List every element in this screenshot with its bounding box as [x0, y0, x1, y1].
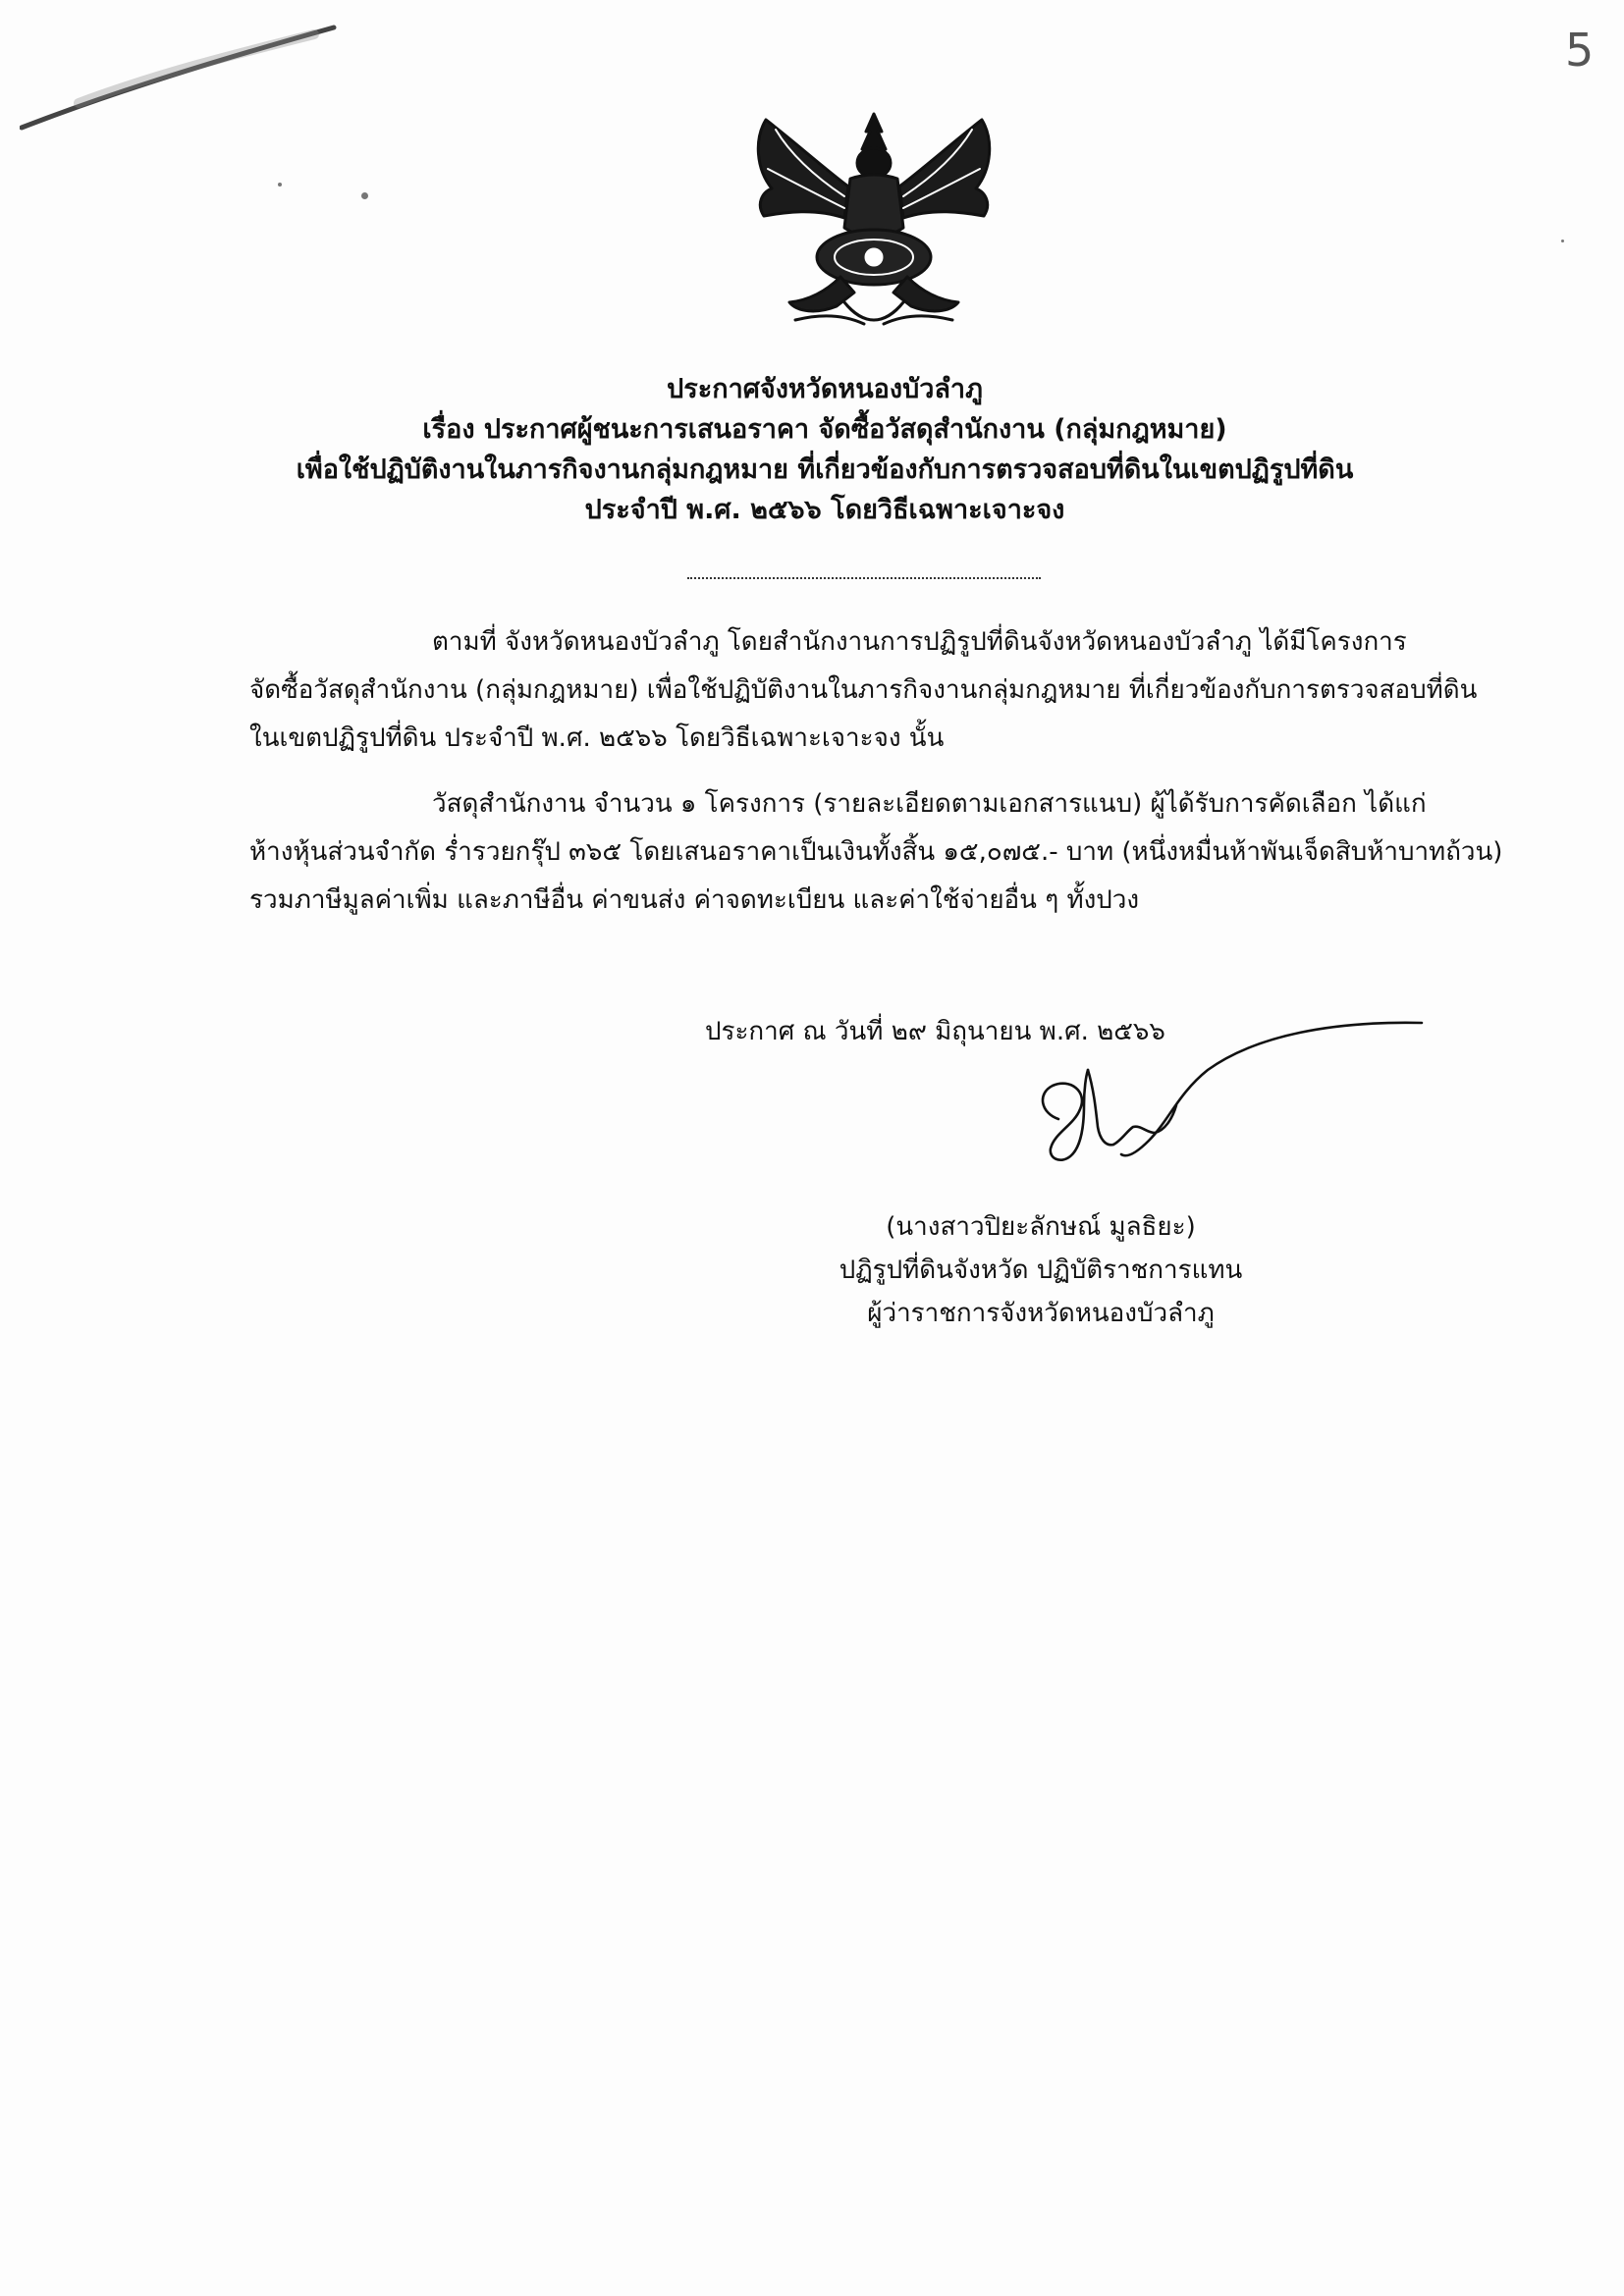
dotted-separator [687, 577, 1041, 579]
paragraph-line: ในเขตปฏิรูปที่ดิน ประจำปี พ.ศ. ๒๕๖๖ โดยวิธีเฉพาะเจาะจง นั้น [249, 723, 945, 753]
signatory-position-line-2: ผู้ว่าราชการจังหวัดหนองบัวลำภู [867, 1299, 1215, 1328]
signatory-position-line-1: ปฏิรูปที่ดินจังหวัด ปฏิบัติราชการแทน [839, 1255, 1243, 1285]
body-paragraph-2 [249, 780, 1503, 925]
title-line-2: เรื่อง ประกาศผู้ชนะการเสนอราคา จัดซื้อวัสดุสำนักงาน (กลุ่มกฎหมาย) [422, 414, 1227, 445]
body-paragraph-1 [249, 618, 1496, 763]
paragraph-line: รวมภาษีมูลค่าเพิ่ม และภาษีอื่น ค่าขนส่ง ค่าจดทะเบียน และค่าใช้จ่ายอื่น ๆ ทั้งปวง [249, 885, 1140, 915]
announcement-title [245, 369, 1404, 530]
scan-speck [361, 192, 368, 199]
paragraph-line: จัดซื้อวัสดุสำนักงาน (กลุ่มกฎหมาย) เพื่อใช้ปฏิบัติงานในภารกิจงานกลุ่มกฎหมาย ที่เกี่ยวข้องกับการตรวจสอบที่ดิน [249, 675, 1478, 705]
title-line-3: เพื่อใช้ปฏิบัติงานในภารกิจงานกลุ่มกฎหมาย ที่เกี่ยวข้องกับการตรวจสอบที่ดินในเขตปฏิรูปที่ดิน [296, 454, 1354, 485]
paragraph-line: ห้างหุ้นส่วนจำกัด ร่ำรวยกรุ๊ป ๓๖๕ โดยเสนอราคาเป็นเงินทั้งสิ้น ๑๕,๐๗๕.- บาท (หนึ่งหมื่นห้าพันเจ็ดสิบห้าบาทถ้วน) [249, 837, 1503, 867]
title-line-1: ประกาศจังหวัดหนองบัวลำภู [667, 374, 983, 404]
paragraph-line: วัสดุสำนักงาน จำนวน ๑ โครงการ (รายละเอียดตามเอกสารแนบ) ผู้ได้รับการคัดเลือก ได้แก่ [432, 789, 1427, 819]
scan-speck [278, 183, 282, 187]
title-line-4: ประจำปี พ.ศ. ๒๕๖๖ โดยวิธีเฉพาะเจาะจง [584, 495, 1065, 525]
handwritten-signature [1011, 1011, 1434, 1188]
paragraph-line: ตามที่ จังหวัดหนองบัวลำภู โดยสำนักงานการปฏิรูปที่ดินจังหวัดหนองบัวลำภู ได้มีโครงการ [432, 627, 1407, 657]
scan-streak-mark [20, 20, 344, 137]
garuda-emblem-icon [746, 110, 1001, 338]
signatory-name: (นางสาวปิยะลักษณ์ มูลธิยะ) [886, 1212, 1196, 1242]
scan-speck [1561, 240, 1564, 242]
announcement-date: ประกาศ ณ วันที่ ๒๙ มิถุนายน พ.ศ. ๒๕๖๖ [705, 1017, 1165, 1046]
page-number: 5 [1565, 24, 1595, 77]
signatory-block [766, 1205, 1316, 1335]
